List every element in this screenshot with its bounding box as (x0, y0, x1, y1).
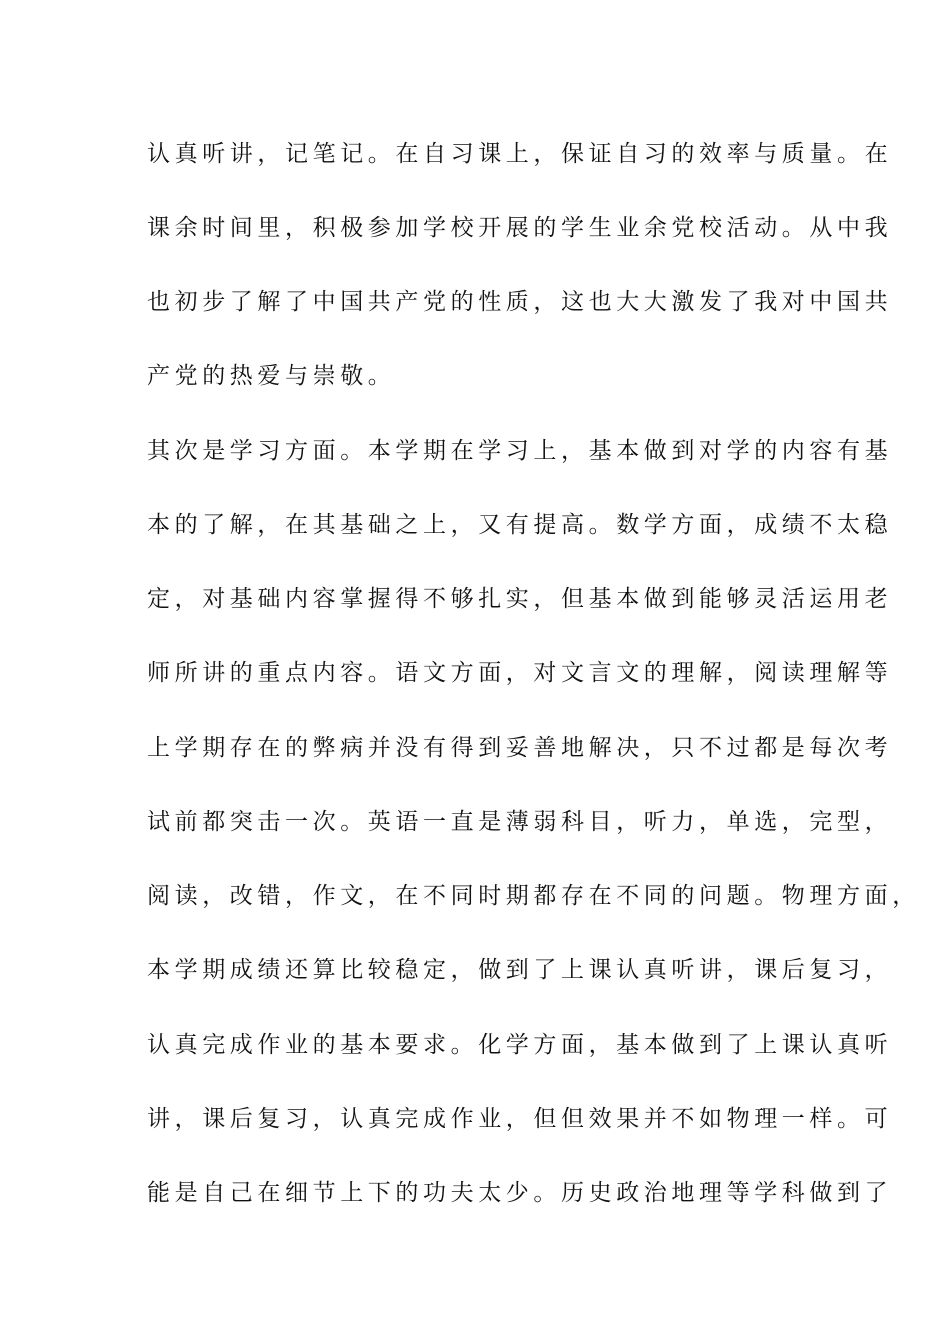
text-line: 阅读，改错，作文，在不同时期都存在不同的问题。物理方面， (147, 883, 920, 909)
text-line: 定，对基础内容掌握得不够扎实，但基本做到能够灵活运用老 (147, 586, 893, 612)
text-line: 认真完成作业的基本要求。化学方面，基本做到了上课认真听 (147, 1032, 893, 1058)
text-line: 讲，课后复习，认真完成作业，但但效果并不如物理一样。可 (147, 1106, 893, 1132)
text-line: 也初步了解了中国共产党的性质，这也大大激发了我对中国共 (147, 289, 893, 315)
text-line: 师所讲的重点内容。语文方面，对文言文的理解，阅读理解等 (147, 660, 893, 686)
text-line: 认真听讲，记笔记。在自习课上，保证自习的效率与质量。在 (147, 141, 893, 167)
text-line: 课余时间里，积极参加学校开展的学生业余党校活动。从中我 (147, 215, 893, 241)
text-line: 产党的热爱与崇敬。 (147, 363, 396, 389)
text-line: 本的了解，在其基础之上，又有提高。数学方面，成绩不太稳 (147, 512, 893, 538)
text-line: 本学期成绩还算比较稳定，做到了上课认真听讲，课后复习， (147, 957, 893, 983)
text-line: 其次是学习方面。本学期在学习上，基本做到对学的内容有基 (147, 438, 893, 464)
text-line: 试前都突击一次。英语一直是薄弱科目，听力，单选，完型， (147, 809, 893, 835)
text-line: 能是自己在细节上下的功夫太少。历史政治地理等学科做到了 (147, 1180, 893, 1206)
text-line: 上学期存在的弊病并没有得到妥善地解决，只不过都是每次考 (147, 735, 893, 761)
